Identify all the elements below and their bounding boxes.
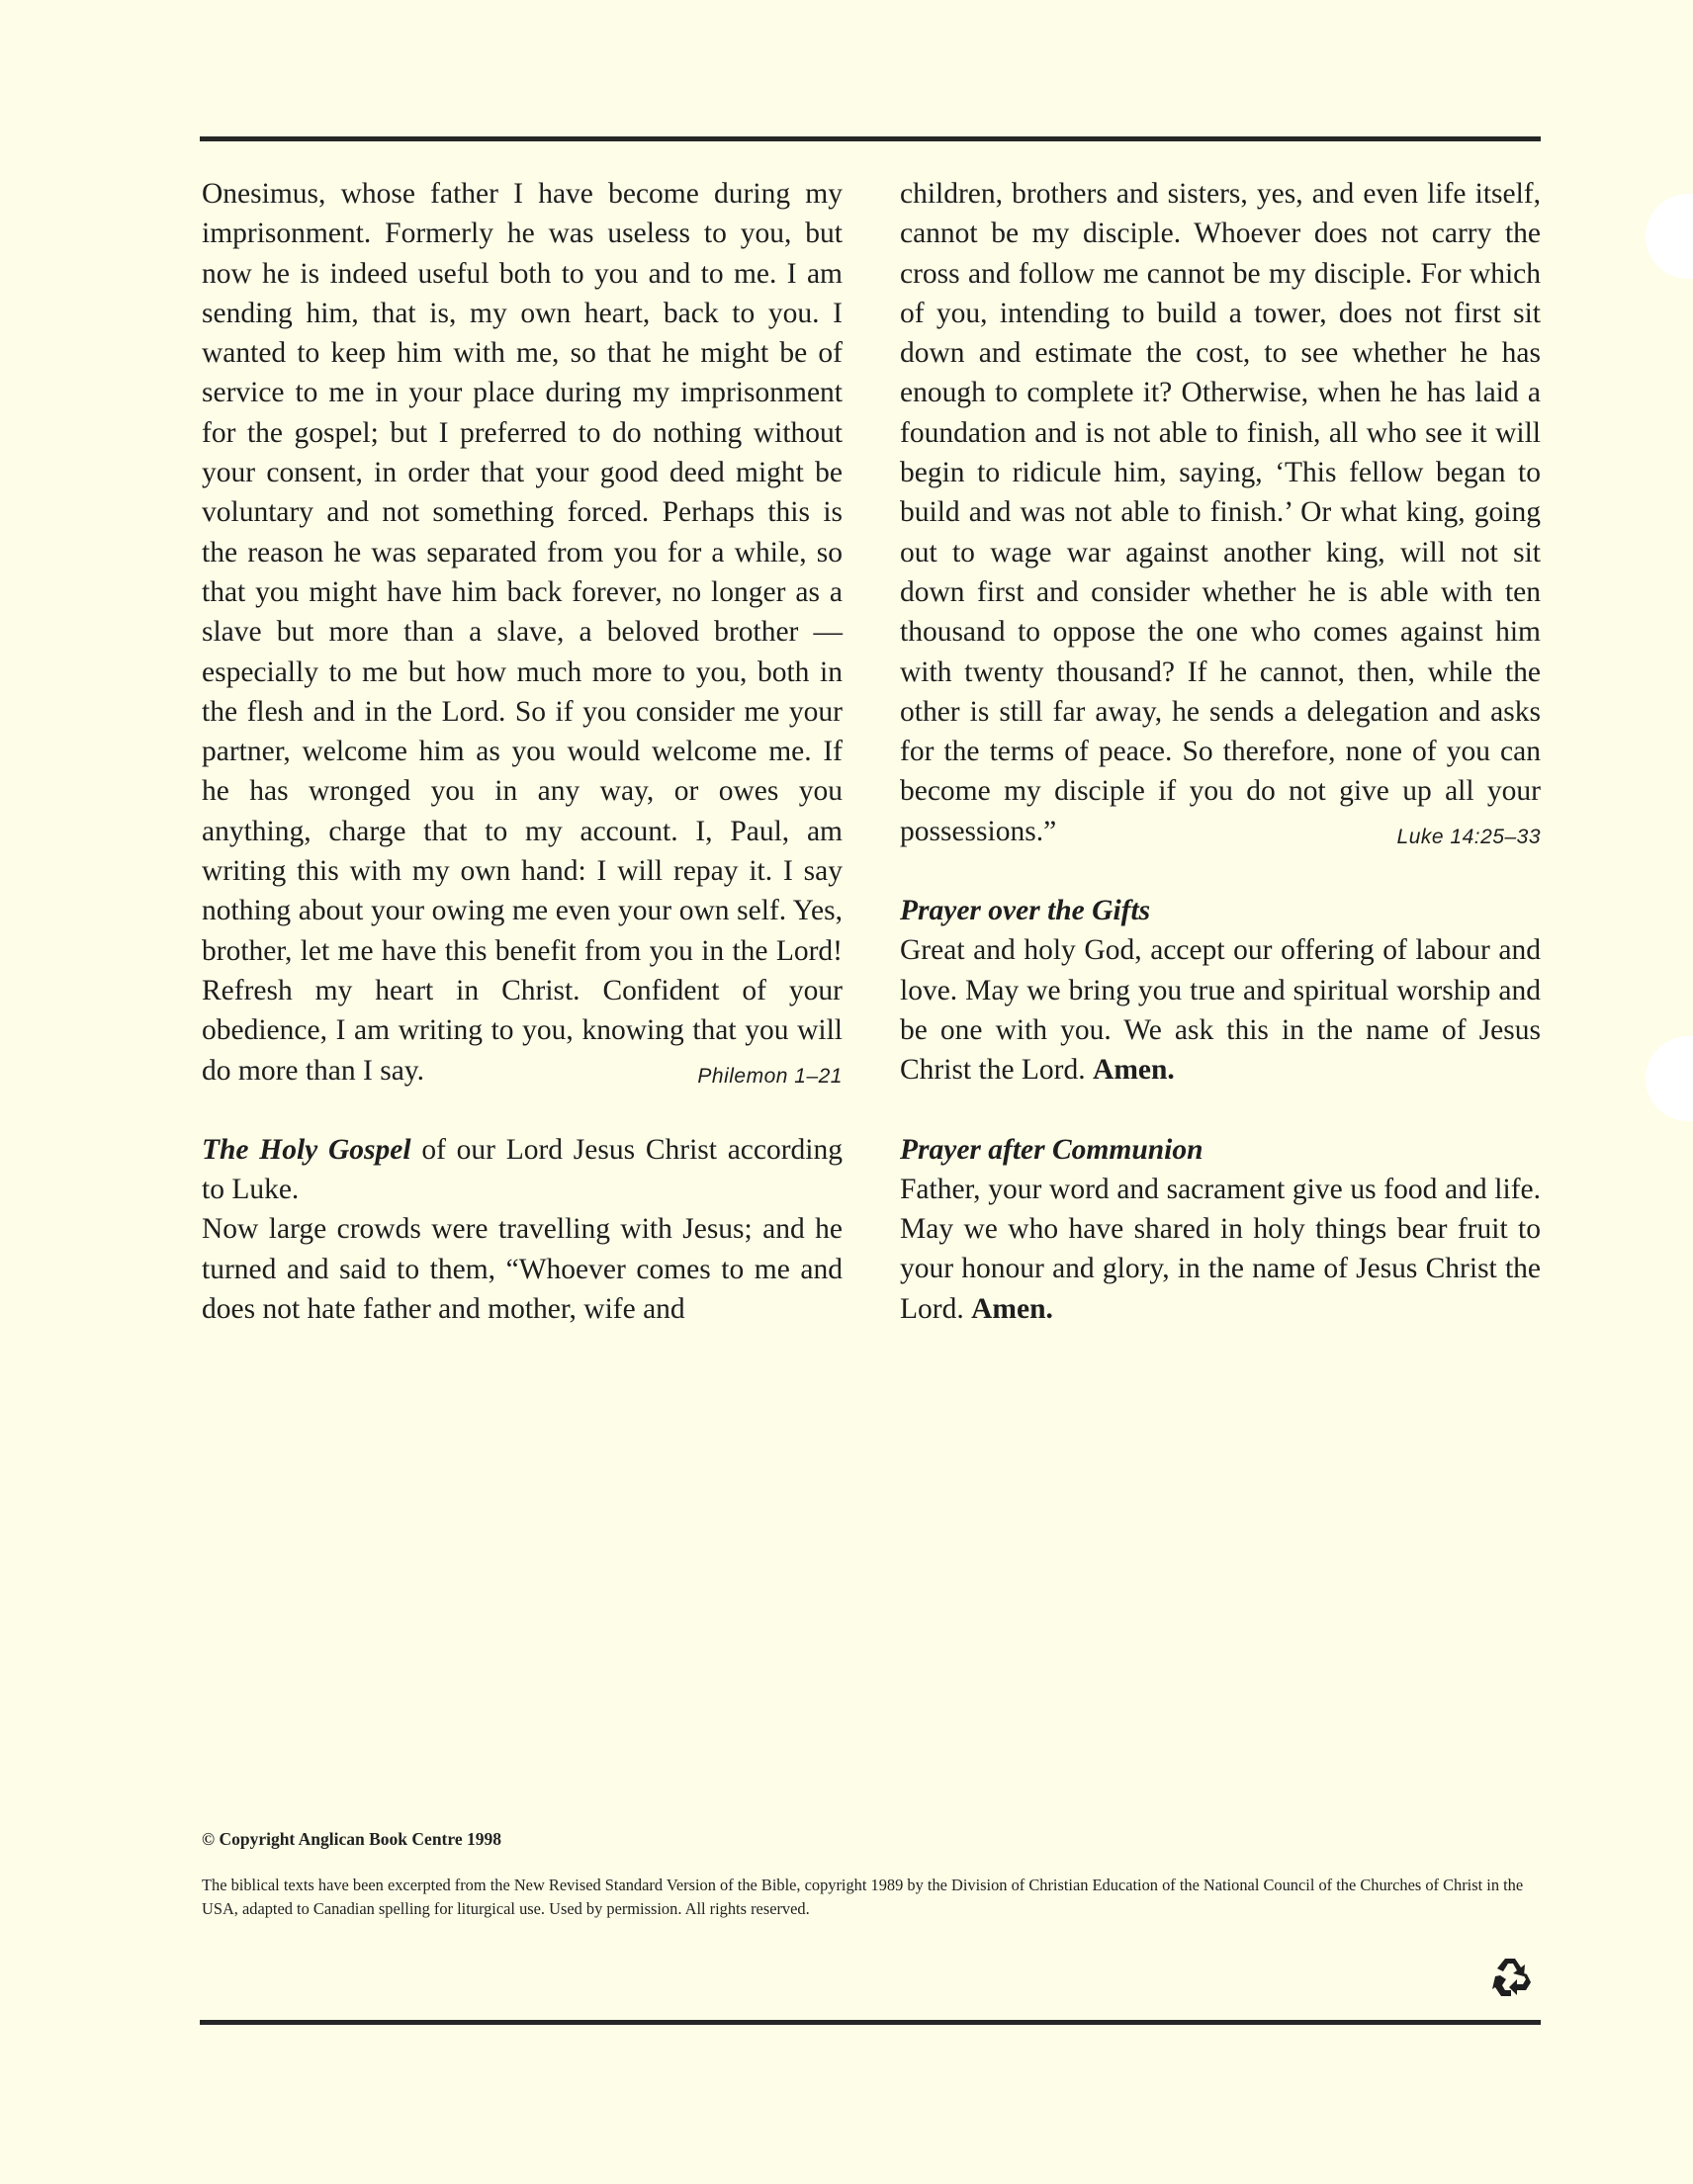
- reading-citation: Philemon 1–21: [697, 1064, 843, 1088]
- gospel-paragraph: [900, 174, 1541, 851]
- communion-heading: Prayer after Communion: [900, 1133, 1203, 1166]
- copyright-line: © Copyright Anglican Book Centre 1998: [202, 1829, 501, 1849]
- recycle-icon: [1491, 1953, 1535, 1996]
- right-column: [900, 174, 1541, 1329]
- top-rule: [200, 136, 1541, 141]
- communion-paragraph: [900, 1170, 1541, 1329]
- gospel-citation: Luke 14:25–33: [1396, 825, 1541, 848]
- reading-paragraph: [202, 174, 843, 1091]
- left-column: [202, 174, 843, 1329]
- communion-amen: Amen.: [971, 1292, 1053, 1325]
- punch-hole-middle: [1646, 1036, 1693, 1121]
- gifts-heading: Prayer over the Gifts: [900, 895, 1151, 927]
- permission-notice: The biblical texts have been excerpted from the New Revised Standard Version of the Bible, copyright 1989 by the Division of Christian Education of the National Council of the Churches of Christ in the USA, adapted to Canadian spelling for liturgical use. Used by permission. All rights reserved.: [202, 1876, 1524, 1918]
- gospel-intro: of our Lord Jesus Christ according to Luke.: [202, 1133, 843, 1206]
- reading-text: Onesimus, whose father I have become during my imprisonment. Formerly he was useless to you, but now he is indeed useful both to you and to me. I am sending him, that is, my own heart, back to you. I wanted to keep him with me, so that he might be of service to me in your place during my imprisonment for the gospel; but I preferred to do nothing without your consent, in order that your good deed might be voluntary and not something forced. Perhaps this is the reason he was separated from you for a while, so that you might have him back forever, no longer as a slave but more than a slave, a beloved brother — especially to me but how much more to you, both in the flesh and in the Lord. So if you consider me your partner, welcome him as you would welcome me. If he has wronged you in any way, or owes you anything, charge that to my account. I, Paul, am writing this with my own hand: I will repay it. I say nothing about your owing me even your own self. Yes, brother, let me have this benefit from you in the Lord! Refresh my heart in Christ. Confident of your obedience, I am writing to you, knowing that you will do more than I say.: [202, 178, 843, 1087]
- punch-hole-top: [1646, 194, 1693, 279]
- communion-text: Father, your word and sacrament give us food and life. May we who have shared in holy things bear fruit to your honour and glory, in the name of Jesus Christ the Lord.: [900, 1173, 1541, 1325]
- gifts-text: Great and holy God, accept our offering of labour and love. May we bring you true and spiritual worship and be one with you. We ask this in the name of Jesus Christ the Lord.: [900, 934, 1541, 1087]
- gospel-text-cont: children, brothers and sisters, yes, and even life itself, cannot be my disciple. Whoever does not carry the cross and follow me cannot be my disciple. For which of you, intending to build a tower, does not first sit down and estimate the cost, to see whether he has enough to complete it? Otherwise, when he has laid a foundation and is not able to finish, all who see it will begin to ridicule him, saying, ‘This fellow began to build and was not able to finish.’ Or what king, going out to wage war against another king, will not sit down first and consider whether he is able with ten thousand to oppose the one who comes against him with twenty thousand? If he cannot, then, while the other is still far away, he sends a delegation and asks for the terms of peace. So therefore, none of you can become my disciple if you do not give up all your possessions.”: [900, 178, 1541, 847]
- gospel-heading: The Holy Gospel: [202, 1133, 411, 1166]
- bottom-rule: [200, 2020, 1541, 2025]
- gospel-text-start: Now large crowds were travelling with Jesus; and he turned and said to them, “Whoever comes to me and does not hate father and mother, wife and: [202, 1213, 843, 1326]
- gifts-paragraph: [900, 930, 1541, 1090]
- gifts-amen: Amen.: [1093, 1054, 1175, 1087]
- gospel-intro-paragraph: [202, 1130, 843, 1210]
